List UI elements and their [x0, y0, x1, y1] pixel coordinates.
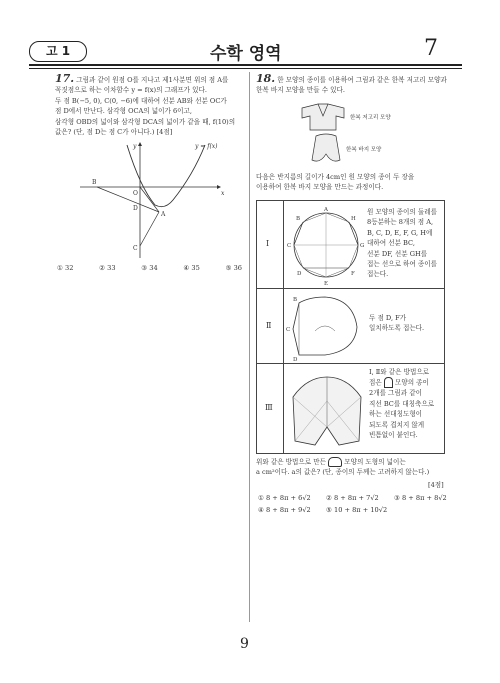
panel-1-text-1: 원 모양의 종이의 둘레를 — [367, 208, 437, 216]
subject-title: 수학 영역 — [210, 44, 282, 64]
question-18-text — [256, 74, 456, 96]
q18-choice-3[interactable]: ③ 8 + 8π + 8√2 — [394, 494, 447, 502]
graph-label-C: C — [133, 245, 138, 252]
point-B: B — [296, 216, 301, 222]
panel-2-point-B: B — [293, 297, 298, 303]
panel-2-label: Ⅱ — [266, 321, 272, 330]
panel-1-text — [367, 207, 443, 280]
column-divider — [249, 72, 250, 622]
panel-1-line-GH — [349, 222, 358, 245]
panel-3-text-5: 직선 BC를 대칭축으로 — [369, 399, 435, 408]
panel-1-text-5: 선분 DF, 선분 GH를 — [367, 249, 428, 258]
graph-label-O: O — [133, 190, 138, 197]
q17-line-5: 삼각형 OBD의 넓이와 삼각형 DCA의 넓이가 같을 때, f(10)의 — [55, 117, 236, 126]
graph-label-func: y = f(x) — [195, 143, 218, 150]
grade-badge: 고 1 — [29, 41, 87, 62]
question-17-number: 17. — [55, 72, 75, 85]
segment-CA — [140, 212, 159, 246]
point-C: C — [287, 243, 292, 249]
panel-3-text-4: 2개를 그림과 같이 — [369, 389, 422, 398]
q18-line2-1: 다음은 반지름의 길이가 4cm인 원 모양의 종이 두 장을 — [256, 173, 415, 181]
graph-label-A: A — [161, 211, 166, 218]
point-A: A — [324, 207, 328, 213]
panel-2-text-1: 두 점 D, F가 — [369, 314, 407, 322]
mini-shape-icon — [384, 377, 393, 388]
panel-2-figure — [285, 291, 367, 361]
q18-choice-4[interactable]: ④ 8 + 8π + 9√2 — [258, 506, 311, 514]
panel-2-point-C: C — [286, 327, 291, 333]
q18-line-2: 한복 바지 모양을 만들 수 있다. — [256, 86, 346, 95]
q17-choice-4[interactable]: ④ 35 — [183, 264, 200, 272]
panel-3-text — [369, 367, 443, 440]
q17-line-4: 점 D에서 만난다. 삼각형 OCA의 넓이가 6이고, — [55, 107, 193, 116]
q18-line2-2: 이용하여 한복 바지 모양을 만드는 과정이다. — [256, 183, 384, 192]
q18-choice-2[interactable]: ② 8 + 8π + 7√2 — [326, 494, 379, 502]
header-rule — [29, 64, 462, 66]
question-18-text-2 — [256, 172, 456, 193]
label-baji: 한복 바지 모양 — [346, 147, 382, 153]
point-D: D — [297, 271, 302, 277]
panel-2-text-2: 일치하도록 접는다. — [369, 324, 425, 333]
label-jeogori: 한복 저고리 모양 — [350, 115, 391, 121]
panel-2-point-D: D — [293, 357, 298, 363]
footer-page-number: 9 — [240, 636, 249, 652]
panel-1-text-4: 대하여 선분 BC, — [367, 239, 415, 248]
panel-3-text-1: Ⅰ, Ⅱ와 같은 방법으로 — [369, 368, 430, 376]
q17-choice-5[interactable]: ⑤ 36 — [225, 264, 242, 272]
q17-graph — [55, 140, 245, 260]
graph-label-x: x — [221, 190, 225, 197]
q18-choice-1[interactable]: ① 8 + 8π + 6√2 — [258, 494, 311, 502]
panel-1-text-7: 접는다. — [367, 270, 389, 279]
graph-label-y: y — [133, 143, 137, 150]
point-E: E — [324, 281, 329, 287]
header-rule-thin — [29, 68, 462, 69]
panel-3-text-8: 빈틈없이 붙인다. — [369, 431, 418, 440]
q18-after-2: 모양의 도형의 넓이는 — [344, 458, 406, 466]
panel-1-label: Ⅰ — [266, 239, 270, 248]
q18-choice-5[interactable]: ⑤ 10 + 8π + 10√2 — [326, 506, 388, 514]
q17-choice-3[interactable]: ③ 34 — [141, 264, 158, 272]
panel-1-line-BC — [294, 222, 303, 245]
point-F: F — [351, 271, 355, 277]
q18-after-3: a cm²이다. a의 값은? (단, 종이의 두께는 고려하지 않는다.) — [256, 468, 430, 477]
panel-2-arrow — [315, 326, 335, 331]
graph-label-B: B — [92, 179, 97, 186]
process-panel — [256, 200, 445, 454]
hanbok-illustration — [296, 104, 406, 166]
panel-1-figure — [285, 207, 367, 287]
panel-1-text-3: B, C, D, E, F, G, H에 — [367, 228, 433, 237]
q18-after-1: 위와 같은 방법으로 만든 — [256, 458, 326, 466]
q17-choice-2[interactable]: ② 33 — [99, 264, 116, 272]
parabola-curve — [127, 145, 205, 207]
q18-choices — [258, 492, 458, 516]
q18-line-1: 한 모양의 종이를 이용하여 그림과 같은 한복 저고리 모양과 — [277, 76, 447, 84]
baji-shape-icon — [328, 457, 342, 467]
panel-3-label: Ⅲ — [265, 403, 273, 412]
panel-1-text-6: 접는 선으로 하여 종이를 — [367, 260, 437, 269]
q17-choice-1[interactable]: ① 32 — [57, 264, 74, 272]
panel-divider-2 — [257, 363, 444, 364]
panel-1-text-2: 8등분하는 8개의 점 A, — [367, 218, 434, 227]
q17-line-3: 두 점 B(−5, 0), C(0, −6)에 대하여 선분 AB와 선분 OC가 — [55, 96, 227, 105]
panel-2-text — [369, 313, 443, 334]
page-label: 7 — [424, 36, 438, 61]
q17-line-1: 그림과 같이 원점 O를 지나고 제1사분면 위의 점 A를 — [76, 76, 229, 84]
baji-shape — [312, 134, 340, 161]
q17-line-2: 꼭짓점으로 하는 이차함수 y = f(x)의 그래프가 있다. — [55, 86, 207, 95]
question-18-number: 18. — [256, 72, 276, 85]
panel-divider-1 — [257, 288, 444, 289]
panel-3-text-3: 모양의 종이 — [394, 378, 429, 387]
panel-3-text-7: 되도록 겹치지 않게 — [369, 420, 425, 429]
q17-line-6: 값은? (단, 점 D는 점 C가 아니다.) [4점] — [55, 128, 173, 137]
q18-score: [4점] — [428, 481, 444, 489]
panel-label-divider — [283, 201, 284, 453]
q18-after-text — [256, 457, 456, 478]
y-axis-arrow — [138, 142, 142, 146]
panel-3-figure — [287, 371, 367, 449]
question-17 — [55, 74, 245, 137]
q17-choices — [57, 264, 242, 272]
graph-label-D: D — [133, 205, 138, 212]
panel-3-text-2: 접은 — [369, 378, 382, 387]
jeogori-shape — [302, 104, 344, 130]
question-17-text — [55, 74, 245, 137]
x-axis-arrow — [217, 185, 221, 189]
point-H: H — [351, 216, 356, 222]
point-G: G — [360, 243, 365, 249]
panel-3-text-6: 하는 선대칭도형이 — [369, 410, 423, 419]
